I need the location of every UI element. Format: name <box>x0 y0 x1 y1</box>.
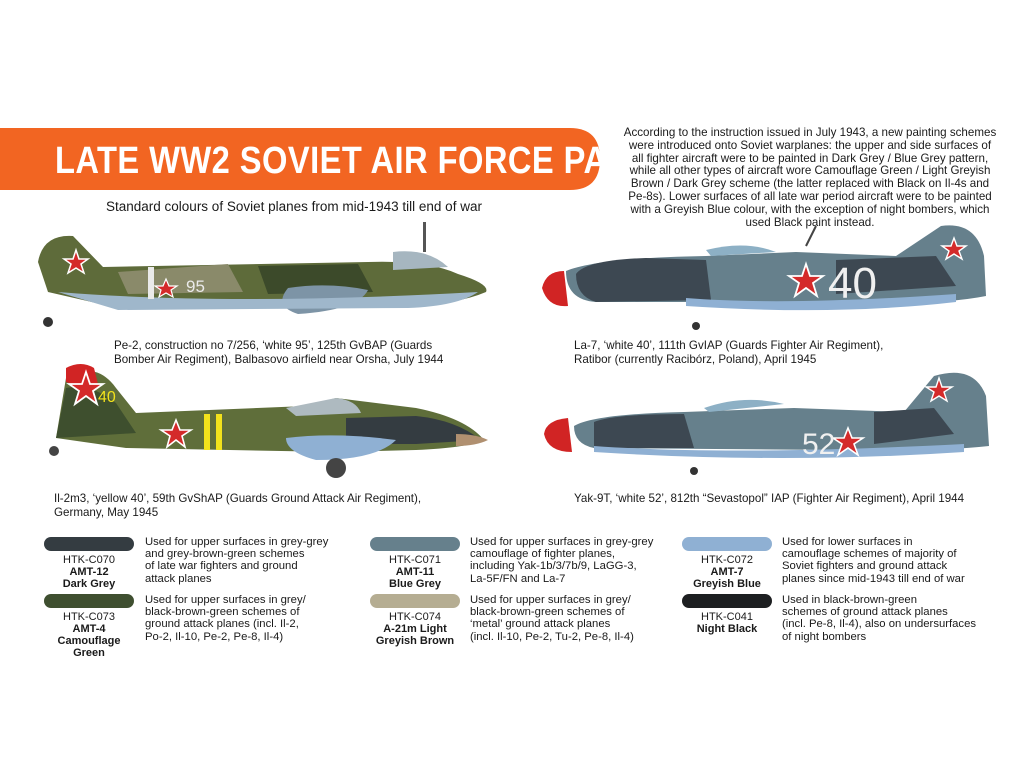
page-subtitle: Standard colours of Soviet planes from mid-1943 till end of war <box>106 199 482 214</box>
color-chip <box>682 537 772 551</box>
la7-caption <box>574 339 883 367</box>
paint-amt: AMT-4 <box>72 623 106 635</box>
desc-line: Used for lower surfaces in <box>782 536 913 548</box>
desc-line: camouflage schemes of majority of <box>782 548 957 561</box>
desc-line: La-5F/FN and La-7 <box>470 572 566 585</box>
color-chip <box>370 594 460 608</box>
desc-line: of late war fighters and ground <box>145 560 298 573</box>
paint-code: HTK-C071 <box>389 554 441 566</box>
paint-code: HTK-C072 <box>701 554 753 566</box>
desc-line: Used in black-brown-green <box>782 594 917 606</box>
paint-description <box>145 536 328 585</box>
paint-code: HTK-C073 <box>63 611 115 623</box>
paint-htk-c071 <box>370 537 460 590</box>
yak9t-marking: 52 <box>802 428 836 461</box>
paint-description <box>470 594 634 643</box>
intro-line: used Black paint instead. <box>745 215 875 229</box>
color-chip <box>370 537 460 551</box>
desc-line: schemes of ground attack planes <box>782 606 948 619</box>
desc-line: Used for upper surfaces in grey-grey <box>470 536 654 548</box>
paint-name: Blue Grey <box>389 578 441 590</box>
desc-line: camouflage of fighter planes, <box>470 548 616 561</box>
il2-caption <box>54 492 421 520</box>
desc-line: attack planes <box>145 572 212 585</box>
paint-htk-c074 <box>370 594 460 647</box>
desc-line: black-brown-green schemes of <box>470 606 625 619</box>
caption-line: La-7, ‘white 40’, 111th GvIAP (Guards Fighter Air Regiment), <box>574 339 884 352</box>
page-title: LATE WW2 SOVIET AIR FORCE PAINT SET <box>55 140 736 182</box>
intro-line: with a Greyish Blue colour, with the exception of night bombers, which <box>630 202 990 216</box>
paint-htk-c073 <box>44 594 134 659</box>
desc-line: of night bombers <box>782 630 867 643</box>
paint-amt: AMT-11 <box>395 566 435 578</box>
paint-name: Dark Grey <box>62 578 116 590</box>
intro-line: while all other types of aircraft wore Camouflage Green / Light Greyish <box>629 164 991 178</box>
paint-description <box>782 536 965 585</box>
desc-line: Po-2, Il-10, Pe-2, Pe-8, Il-4) <box>145 630 284 643</box>
desc-line: (incl. Il-10, Pe-2, Tu-2, Pe-8, Il-4) <box>470 630 634 643</box>
caption-line: Yak-9T, ‘white 52’, 812th “Sevastopol” IAP (Fighter Air Regiment), April 1944 <box>574 492 965 505</box>
desc-line: Used for upper surfaces in grey/ <box>470 594 631 606</box>
desc-line: (incl. Pe-8, Il-4), also on undersurfaces <box>782 618 977 631</box>
pe2-illustration <box>28 222 498 334</box>
yak9t-illustration <box>534 356 998 486</box>
paint-code: HTK-C070 <box>63 554 115 566</box>
la7-illustration <box>536 216 1004 336</box>
color-chip <box>682 594 772 608</box>
desc-line: black-brown-green schemes of <box>145 606 300 619</box>
desc-line: planes since mid-1943 till end of war <box>782 572 965 585</box>
la7-marking: 40 <box>828 259 877 308</box>
paint-description <box>782 594 976 643</box>
paint-amt: A-21m Light <box>383 623 447 635</box>
caption-line: Germany, May 1945 <box>54 506 159 519</box>
intro-line: Brown / Dark Grey scheme (the latter replaced with Black on Il-4s and <box>630 177 990 191</box>
paint-name: Camouflage Green <box>57 635 121 659</box>
caption-line: Pe-2, construction no 7/256, ‘white 95’, 125th GvBAP (Guards <box>114 339 433 352</box>
desc-line: ground attack planes (incl. Il-2, <box>145 618 299 631</box>
paint-description <box>145 594 306 643</box>
paint-description <box>470 536 653 585</box>
paint-name: Night Black <box>696 623 758 635</box>
desc-line: Used for upper surfaces in grey/ <box>145 594 306 606</box>
color-chip <box>44 537 134 551</box>
desc-line: ‘metal’ ground attack planes <box>470 618 611 631</box>
pe2-caption <box>114 339 443 367</box>
paint-code: HTK-C074 <box>389 611 441 623</box>
desc-line: and grey-brown-green schemes <box>145 548 305 561</box>
desc-line: Soviet fighters and ground attack <box>782 560 948 573</box>
caption-line: Ratibor (currently Racibórz, Poland), April 1945 <box>574 353 817 366</box>
paint-name: Greyish Brown <box>375 635 455 647</box>
intro-line: According to the instruction issued in July 1943, a new painting schemes <box>623 126 997 139</box>
paint-amt: AMT-7 <box>710 566 744 578</box>
paint-htk-c041 <box>682 594 772 635</box>
desc-line: including Yak-1b/3/7b/9, LaGG-3, <box>470 560 637 573</box>
paint-htk-c070 <box>44 537 134 590</box>
color-chip <box>44 594 134 608</box>
intro-line: all fighter aircraft were to be painted in Dark Grey / Blue Grey pattern, <box>631 151 989 165</box>
intro-line: were introduced onto Soviet warplanes: the upper and side surfaces of <box>628 138 992 152</box>
yak9t-caption <box>574 492 964 506</box>
intro-line: Pe-8s). Lower surfaces of all late war period aircraft were to be painted <box>628 189 992 203</box>
caption-line: Il-2m3, ‘yellow 40’, 59th GvShAP (Guards Ground Attack Air Regiment), <box>54 492 422 505</box>
paint-name: Greyish Blue <box>693 578 761 590</box>
intro-text <box>600 127 1020 229</box>
pe2-marking: 95 <box>186 277 205 296</box>
il2-illustration <box>36 358 490 483</box>
paint-code: HTK-C041 <box>701 611 753 623</box>
paint-amt: AMT-12 <box>69 566 109 578</box>
il2-marking: 40 <box>98 389 116 406</box>
desc-line: Used for upper surfaces in grey-grey <box>145 536 329 548</box>
paint-htk-c072 <box>682 537 772 590</box>
caption-line: Bomber Air Regiment), Balbasovo airfield near Orsha, July 1944 <box>114 353 444 366</box>
